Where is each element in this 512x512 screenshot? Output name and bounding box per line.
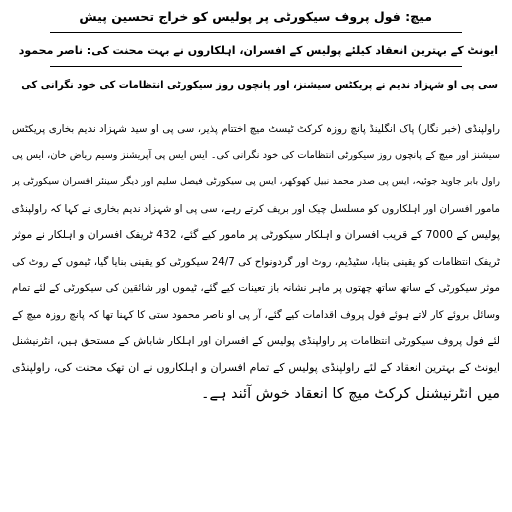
body-line: میں انٹرنیشنل کرکٹ میچ کا انعقاد خوش آئند ہے۔ xyxy=(200,386,500,402)
headline: میچ: فول پروف سیکورٹی پر پولیس کو خراج تحسین پیش xyxy=(79,9,432,24)
body-line: ایونٹ کے بہترین انعقاد کے لئے راولپنڈی پولیس کے تمام افسران و اہلکاروں نے ان تھک محنت کی، راولپنڈی xyxy=(12,360,500,374)
body-line: راول بابر جاوید جوئیہ، ایس پی صدر محمد نبیل کھوکھر، ایس پی سیکورٹی فیصل سلیم اور دیگر سینئر افسران سیکورٹی پر xyxy=(12,176,500,187)
body-line: وسائل بروئے کار لاتے ہوئے فول پروف اقدامات کیے گئے، آر پی او ناصر محمود ستی کا کہنا تھا کہ پانچ روزہ میچ کے xyxy=(12,308,500,321)
subheadline: ایونٹ کے بہترین انعقاد کیلئے پولیس کے افسران، اہلکاروں نے بہت محنت کی: ناصر محمود xyxy=(18,44,498,57)
body-line: راولپنڈی (خبر نگار) پاک انگلینڈ پانچ روزہ کرکٹ ٹیسٹ میچ اختتام پذیر، سی پی او سید شہزاد ندیم بخاری پریکٹس xyxy=(12,123,500,135)
body-line: موثر سیکورٹی کے ساتھ ساتھ چھتوں پر ماہر نشانہ باز تعینات کیے گئے، ٹیموں اور شائقین کی سیکورٹی کے لئے تمام xyxy=(12,282,500,294)
article-body xyxy=(12,116,500,408)
body-line: ٹریفک انتظامات کو یقینی بنایا، سٹیڈیم، روٹ اور گردونواح کی 24/7 سیکورٹی کو یقینی بنایا گیا، ٹیموں کے روٹ کی xyxy=(12,255,500,268)
body-line: مامور افسران اور اہلکاروں کو مسلسل چیک اور بریف کرتے رہے، سی پی او شہزاد ندیم بخاری نے کہا کہ راولپنڈی xyxy=(12,202,500,215)
subheadline: سی پی او شہزاد ندیم نے پریکٹس سیشنز، اور پانچوں روز سیکورٹی انتظامات کی خود نگرانی کی xyxy=(21,80,498,91)
subheadline-divider xyxy=(50,66,462,67)
body-line: لئے فول پروف سیکورٹی انتظامات پر راولپنڈی پولیس کے افسران اور اہلکار شاباش کے مستحق ہیں، انٹرنیشنل xyxy=(12,335,500,347)
body-line: سیشنز اور میچ کے پانچوں روز سیکورٹی انتظامات کی خود نگرانی کی۔ ایس ایس پی آپریشنز وسیم ریاض خان، ایس پی xyxy=(12,149,500,161)
headline-divider xyxy=(50,32,462,33)
body-line: پولیس کے 7000 کے قریب افسران و اہلکار سیکورٹی پر مامور کیے گئے، 432 ٹریفک افسران و اہلکار نے موثر xyxy=(12,228,500,241)
